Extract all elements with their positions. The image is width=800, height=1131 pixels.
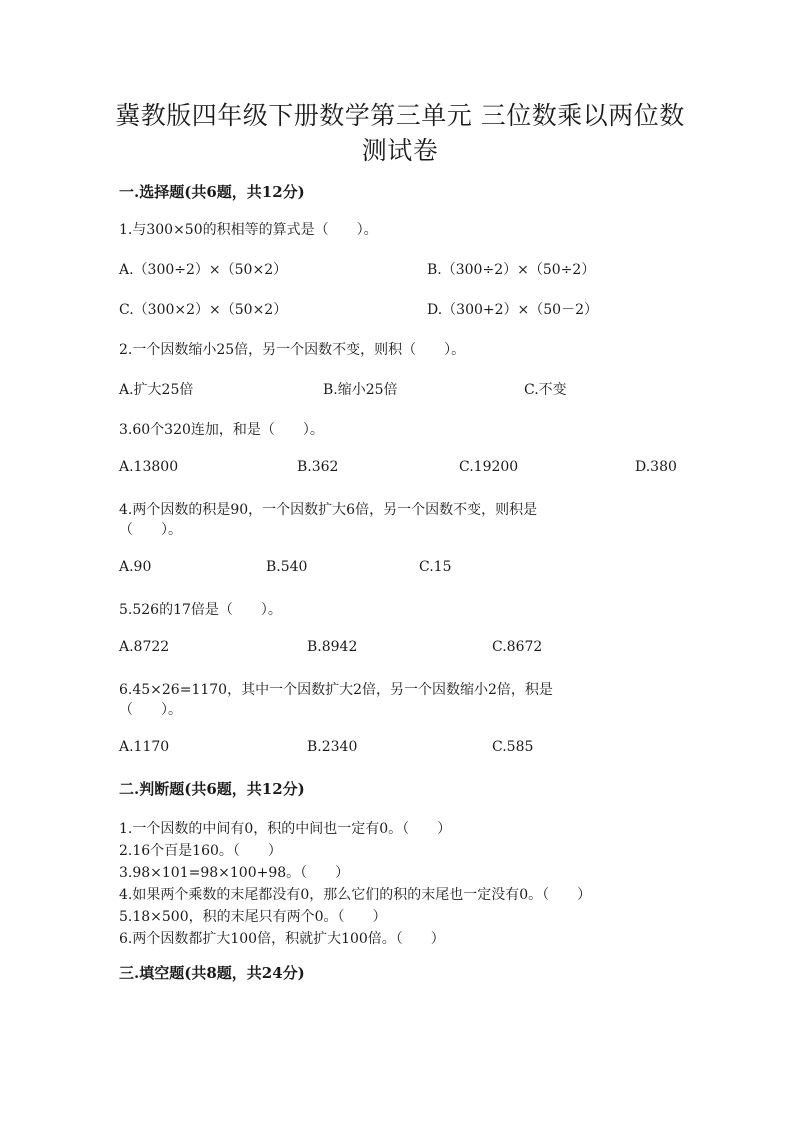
question-6-option-c: C.585 [492,739,534,755]
question-5-option-a: A.8722 [119,639,170,655]
question-6-option-b: B.2340 [307,739,358,755]
question-4-stem-line1: 4.两个因数的积是90，一个因数扩大6倍，另一个因数不变，则积是 [119,502,538,518]
question-6-stem-line1: 6.45×26=1170，其中一个因数扩大2倍，另一个因数缩小2倍，积是 [119,682,553,698]
judgement-item-3: 3.98×101=98×100+98。（ ） [119,865,350,881]
question-3-option-b: B.362 [297,459,339,475]
question-3-option-d: D.380 [635,459,677,475]
judgement-item-4: 4.如果两个乘数的末尾都没有0，那么它们的积的末尾也一定没有0。（ ） [119,887,592,903]
section-heading-judgement: 二.判断题(共6题，共12分) [119,780,305,798]
question-4-stem-line2: （ ）。 [119,522,182,538]
question-2-option-c: C.不变 [524,382,567,398]
judgement-item-5: 5.18×500，积的末尾只有两个0。（ ） [119,909,387,925]
judgement-item-6: 6.两个因数都扩大100倍，积就扩大100倍。（ ） [119,931,445,947]
question-1-stem: 1.与300×50的积相等的算式是（ ）。 [119,222,378,238]
question-5-stem: 5.526的17倍是（ ）。 [119,602,282,618]
exam-title-line2: 测试卷 [361,136,439,165]
question-4-option-a: A.90 [119,559,152,575]
question-2-stem: 2.一个因数缩小25倍，另一个因数不变，则积（ ）。 [119,342,466,358]
question-2-option-b: B.缩小25倍 [323,382,398,398]
question-3-option-c: C.19200 [459,459,519,475]
question-5-option-c: C.8672 [492,639,543,655]
section-heading-choice: 一.选择题(共6题，共12分) [119,183,305,201]
question-4-option-c: C.15 [419,559,452,575]
question-1-option-c: C.（300×2）×（50×2） [119,302,288,318]
question-4-option-b: B.540 [266,559,308,575]
exam-title-line1: 冀教版四年级下册数学第三单元 三位数乘以两位数 [115,101,685,130]
question-1-option-a: A.（300÷2）×（50×2） [119,262,288,278]
question-3-stem: 3.60个320连加，和是（ ）。 [119,422,324,438]
question-6-stem-line2: （ ）。 [119,702,182,718]
judgement-item-2: 2.16个百是160。（ ） [119,843,282,859]
question-6-option-a: A.1170 [119,739,170,755]
section-heading-fill-blank: 三.填空题(共8题，共24分) [119,964,305,982]
question-1-option-b: B.（300÷2）×（50÷2） [427,262,596,278]
question-5-option-b: B.8942 [307,639,358,655]
judgement-item-1: 1.一个因数的中间有0，积的中间也一定有0。（ ） [119,821,452,837]
question-3-option-a: A.13800 [119,459,179,475]
question-2-option-a: A.扩大25倍 [119,382,194,398]
question-1-option-d: D.（300+2）×（50－2） [427,302,598,318]
